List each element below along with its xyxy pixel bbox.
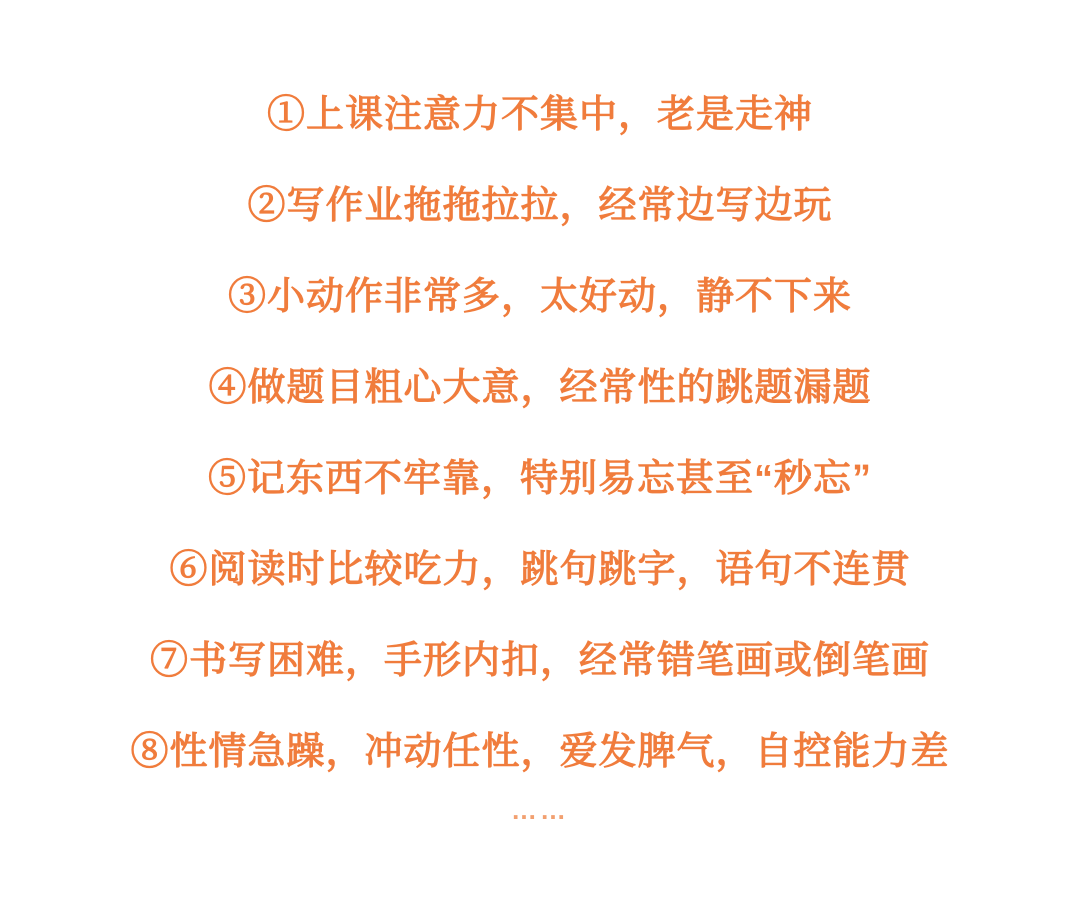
trailing-ellipsis: …… bbox=[511, 795, 569, 825]
list-item: ④做题目粗心大意，经常性的跳题漏题 bbox=[208, 367, 872, 409]
list-item: ①上课注意力不集中，老是走神 bbox=[266, 94, 813, 136]
list-item: ⑥阅读时比较吃力，跳句跳字，语句不连贯 bbox=[169, 549, 911, 591]
list-item: ⑦书写困难，手形内扣，经常错笔画或倒笔画 bbox=[149, 640, 930, 682]
list-item: ②写作业拖拖拉拉，经常边写边玩 bbox=[247, 185, 833, 227]
list-item: ⑧性情急躁，冲动任性，爱发脾气，自控能力差 bbox=[130, 731, 950, 773]
list-item: ③小动作非常多，太好动，静不下来 bbox=[227, 276, 852, 318]
list-item: ⑤记东西不牢靠，特别易忘甚至“秒忘” bbox=[207, 458, 872, 500]
